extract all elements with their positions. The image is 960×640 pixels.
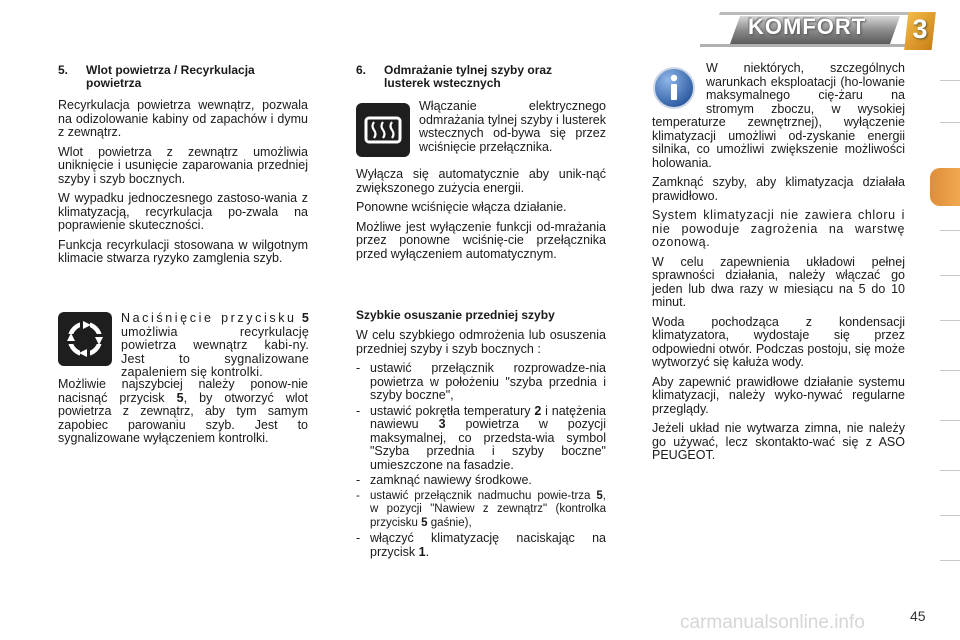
tab-divider bbox=[940, 420, 960, 421]
chapter-number: 3 bbox=[912, 14, 928, 44]
tab-divider bbox=[940, 230, 960, 231]
paragraph: Jeżeli układ nie wytwarza zimna, nie należy go używać, lecz skontakto-wać się z ASO PEUGEOT. bbox=[652, 421, 905, 462]
section-heading: 6. Odmrażanie tylnej szyby oraz lusterek wstecznych bbox=[356, 63, 553, 90]
column-recirculation bbox=[58, 64, 308, 272]
paragraph: W celu zapewnienia układowi pełnej sprawności działania, należy włączać go jeden lub dwa razy w miesiącu na 5 do 10 minut. bbox=[652, 254, 905, 309]
section-heading: 5. Wlot powietrza / Recyrkulacja powietrza bbox=[58, 63, 255, 90]
column-defrost-heading bbox=[356, 64, 606, 90]
tab-divider bbox=[940, 470, 960, 471]
chapter-tabs bbox=[932, 70, 960, 580]
tab-divider bbox=[940, 320, 960, 321]
tab-active-chapter[interactable] bbox=[930, 168, 960, 206]
page-number: 45 bbox=[910, 608, 926, 624]
paragraph: System klimatyzacji nie zawiera chloru i nie powoduje zagrożenia na warstwę ozonową. bbox=[652, 208, 905, 249]
paragraph: Zamknąć szyby, aby klimatyzacja działała prawidłowo. bbox=[652, 175, 905, 203]
paragraph: Recyrkulacja powietrza wewnątrz, pozwala na odizolowanie kabiny od zapachów i dymu z zewnątrz. bbox=[58, 98, 308, 139]
list-item: - zamknąć nawiewy środkowe. bbox=[356, 474, 606, 488]
paragraph: W celu szybkiego odmrożenia lub osuszenia przedniej szyby i szyb bocznych : bbox=[356, 328, 606, 356]
tab-divider bbox=[940, 275, 960, 276]
paragraph: Funkcja recyrkulacji stosowana w wilgotnym klimacie stwarza ryzyko zamglenia szyb. bbox=[58, 237, 308, 265]
tab-divider bbox=[940, 122, 960, 123]
steps-list bbox=[356, 362, 606, 559]
watermark: carmanualsonline.info bbox=[680, 612, 865, 633]
tab-divider bbox=[940, 515, 960, 516]
paragraph: Aby zapewnić prawidłowe działanie systemu klimatyzacji, należy wyko-nywać regularne przeglądy. bbox=[652, 374, 905, 416]
recirculation-button-text: Naciśnięcie przycisku 5 umożliwia recyrkulację powietrza wewnątrz kabi-ny. Jest to sygnalizowane zapaleniem się kontrolki. bbox=[121, 311, 309, 379]
list-item: - ustawić przełącznik nadmuchu powie-trza 5, w pozycji "Nawiew z zewnątrz" (kontrolka przycisku 5 gaśnie), bbox=[356, 490, 606, 531]
tab-divider bbox=[940, 370, 960, 371]
tab-divider bbox=[940, 560, 960, 561]
paragraph: W wypadku jednoczesnego zastoso-wania z klimatyzacją, recyrkulacja po-zwala na poprawienie skuteczności. bbox=[58, 191, 308, 232]
recirculation-icon bbox=[58, 312, 112, 366]
list-item: - włączyć klimatyzację naciskając na przycisk 1. bbox=[356, 532, 606, 559]
column-defrost-body bbox=[356, 168, 606, 267]
rear-defrost-icon bbox=[356, 103, 410, 157]
list-item: - ustawić pokrętła temperatury 2 i natężenia nawiewu 3 powietrza w pozycji maksymalnej, co przedsta-wia symbol "Szyba przednia i szyby boczne" umieszczone na fasadzie. bbox=[356, 405, 606, 473]
chapter-title: KOMFORT bbox=[748, 14, 867, 39]
list-item: - ustawić przełącznik rozprowadze-nia powietrza w położeniu "szyba przednia i szyby boczne", bbox=[356, 362, 606, 403]
sub-heading: Szybkie osuszanie przedniej szyby bbox=[356, 308, 555, 322]
column-info bbox=[652, 62, 905, 469]
paragraph: Wyłącza się automatycznie aby unik-nąć zwiększonego zużycia energii. bbox=[356, 167, 606, 195]
column-fast-drying bbox=[356, 309, 606, 561]
defrost-button-text: Włączanie elektrycznego odmrażania tylnej szyby i lusterek wstecznych od-bywa się przez wciśnięcie przełącznika. bbox=[419, 99, 606, 154]
paragraph: Ponowne wciśnięcie włącza działanie. bbox=[356, 200, 567, 214]
recirculation-note: Możliwie najszybciej należy ponow-nie nacisnąć przycisk 5, by otworzyć wlot powietrza z zewnątrz, aby tym samym zapobiec parowaniu szyb. Jest to sygnalizowane wyłączeniem kontrolki. bbox=[58, 377, 308, 445]
paragraph: Możliwe jest wyłączenie funkcji od-mrażania przez ponowne wciśnię-cie przełącznika przed wyłączeniem automatycznym. bbox=[356, 219, 606, 261]
tab-divider bbox=[940, 80, 960, 81]
paragraph: Wlot powietrza z zewnątrz umożliwia uniknięcie i usunięcie zaparowania przedniej szyby i szyb bocznych. bbox=[58, 144, 308, 186]
paragraph: Woda pochodząca z kondensacji klimatyzatora, wydostaje się przez odpowiedni otwór. Podczas postoju, się może wytworzyć się kałuża wody. bbox=[652, 314, 905, 369]
info-paragraph: W niektórych, szczególnych warunkach eksploatacji (ho-lowanie maksymalnego cię-żaru na stromym zboczu, w wysokiej temperaturze zewnętrznej), wyłączenie klimatyzacji umożliwi od-zyskanie energii silnika, co umożliwi zwiększenie możliwości holowania. bbox=[652, 61, 905, 170]
